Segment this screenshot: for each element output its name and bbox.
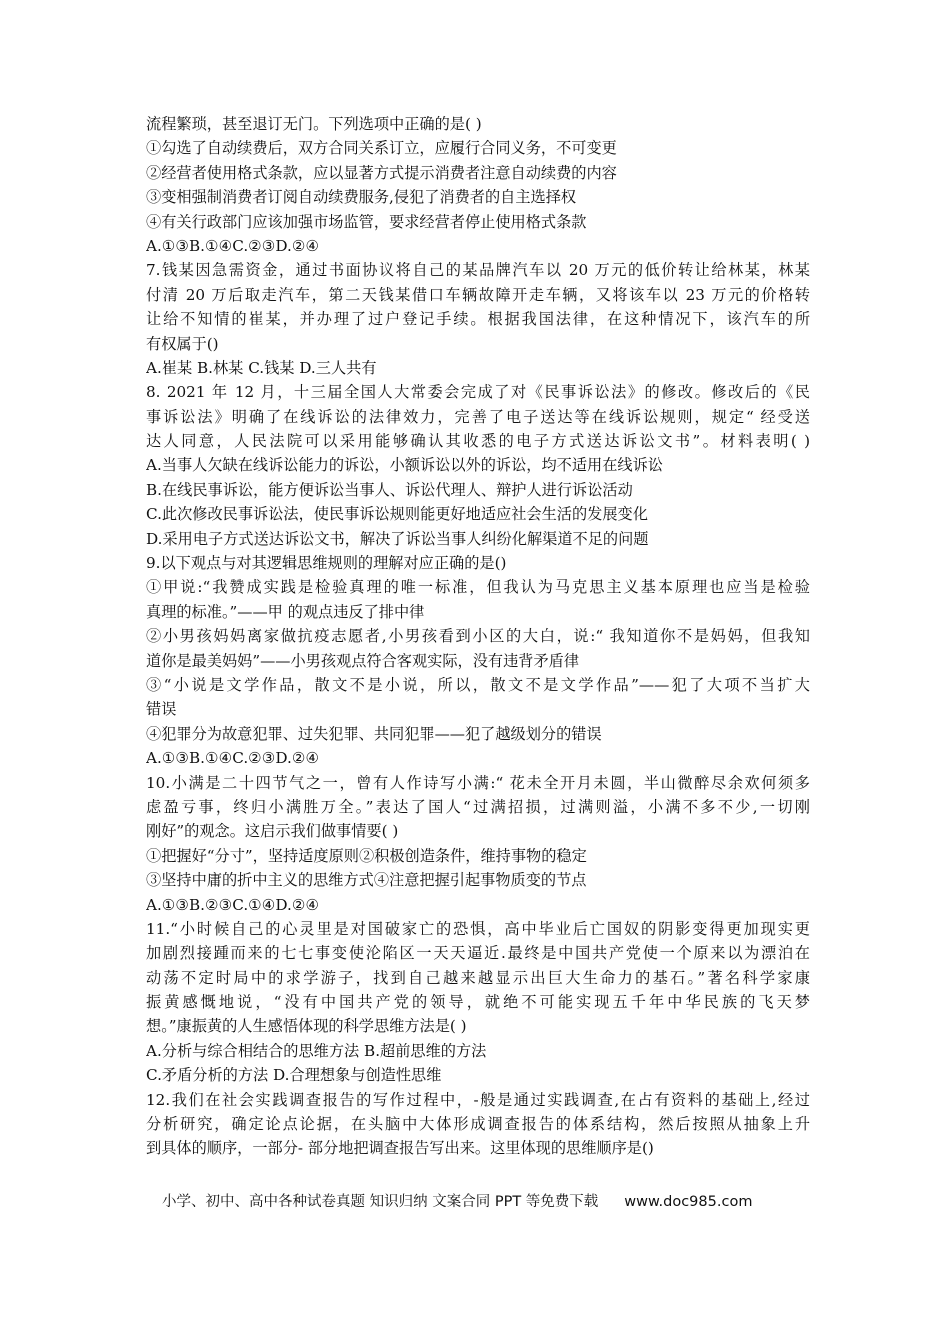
text-line: ①勾选了自动续费后，双方合同关系订立，应履行合同义务，不可变更 xyxy=(146,139,617,158)
text-line: 有权属于() xyxy=(146,334,219,353)
text-line: 10.小满是二十四节气之一，曾有人作诗写小满:“ 花未全开月未圆，半山微醉尽余欢何须多 xyxy=(146,773,810,792)
text-line: 9.以下观点与对其逻辑思维规则的理解对应正确的是() xyxy=(146,554,507,573)
text-line: C.矛盾分析的方法 D.合理想象与创造性思维 xyxy=(146,1066,442,1085)
text-line: 分析研究，确定论点论据，在头脑中大体形成调查报告的体系结构，然后按照从抽象上升 xyxy=(146,1115,810,1134)
text-line: 达人同意，人民法院可以采用能够确认其收悉的电子方式送达诉讼文书”。材料表明( ) xyxy=(146,432,810,451)
text-line: 7.钱某因急需资金，通过书面协议将自己的某品牌汽车以 20 万元的低价转让给林某，林某 xyxy=(146,261,810,280)
text-line: 让给不知情的崔某，并办理了过户登记手续。根据我国法律，在这种情况下，该汽车的所 xyxy=(146,310,810,329)
text-line: 8. 2021 年 12 月，十三届全国人大常委会完成了对《民事诉讼法》的修改。修改后的《民 xyxy=(146,383,810,402)
text-line: ①把握好“分寸”，坚持适度原则②积极创造条件，维持事物的稳定 xyxy=(146,846,587,865)
text-line: ④犯罪分为故意犯罪、过失犯罪、共同犯罪——犯了越级划分的错误 xyxy=(146,724,602,743)
footer-text: 小学、初中、高中各种试卷真题 知识归纳 文案合同 PPT 等免费下载 xyxy=(162,1194,599,1210)
text-line: D.采用电子方式送达诉讼文书，解决了诉讼当事人纠纷化解渠道不足的问题 xyxy=(146,529,649,548)
text-line: A.①③B.②③C.①④D.②④ xyxy=(146,895,320,914)
footer-url[interactable]: www.doc985.com xyxy=(624,1194,753,1210)
text-line: 动荡不定时局中的求学游子，找到自己越来越显示出巨大生命力的基石。”著名科学家康 xyxy=(146,968,810,987)
text-line: A.①③B.①④C.②③D.②④ xyxy=(146,236,320,255)
text-line: 错误 xyxy=(146,700,177,719)
text-line: ③坚持中庸的折中主义的思维方式④注意把握引起事物质变的节点 xyxy=(146,871,587,890)
text-line: 付清 20 万后取走汽车，第二天钱某借口车辆故障开走车辆，又将该车以 23 万元的价格转 xyxy=(146,285,810,304)
text-line: 流程繁琐，甚至退订无门。下列选项中正确的是( ) xyxy=(146,115,482,133)
text-line: C.此次修改民事诉讼法，使民事诉讼规则能更好地适应社会生活的发展变化 xyxy=(146,505,648,524)
text-line: B.在线民事诉讼，能方便诉讼当事人、诉讼代理人、辩护人进行诉讼活动 xyxy=(146,480,633,499)
text-line: 振黄感慨地说，“没有中国共产党的领导，就绝不可能实现五千年中华民族的飞天梦 xyxy=(146,993,810,1012)
text-line: ②小男孩妈妈离家做抗疫志愿者,小男孩看到小区的大白，说:“ 我知道你不是妈妈，但我知 xyxy=(146,627,810,646)
text-line: 真理的标准。”——甲 的观点违反了排中律 xyxy=(146,602,425,621)
text-line: A.当事人欠缺在线诉讼能力的诉讼，小额诉讼以外的诉讼，均不适用在线诉讼 xyxy=(146,456,663,475)
text-line: A.①③B.①④C.②③D.②④ xyxy=(146,749,320,768)
text-line: 道你是最美妈妈”——小男孩观点符合客观实际，没有违背矛盾律 xyxy=(146,651,580,670)
text-line: ③“小说是文学作品，散文不是小说，所以，散文不是文学作品”——犯了大项不当扩大 xyxy=(146,675,810,694)
text-line: ②经营者使用格式条款，应以显著方式提示消费者注意自动续费的内容 xyxy=(146,163,617,182)
text-line: ③变相强制消费者订阅自动续费服务,侵犯了消费者的自主选择权 xyxy=(146,188,577,207)
text-line: 到具体的顺序，一部分- 部分地把调查报告写出来。这里体现的思维顺序是() xyxy=(146,1139,654,1158)
text-line: A.崔某 B.林某 C.钱某 D.三人共有 xyxy=(146,358,377,377)
text-line: A.分析与综合相结合的思维方法 B.超前思维的方法 xyxy=(146,1041,487,1060)
page-footer xyxy=(162,1190,752,1211)
text-line: 12.我们在社会实践调查报告的写作过程中，-般是通过实践调查,在占有资料的基础上,经过 xyxy=(146,1090,810,1109)
text-line: 刚好”的观念。这启示我们做事情要( ) xyxy=(146,822,399,841)
text-line: 想。”康振黄的人生感悟体现的科学思维方法是( ) xyxy=(146,1017,467,1036)
text-line: 11.“小时候自己的心灵里是对国破家亡的恐惧，高中毕业后亡国奴的阴影变得更加现实更 xyxy=(146,919,810,938)
text-line: 虑盈亏事，终归小满胜万全。”表达了国人“过满招损，过满则溢，小满不多不少,一切刚 xyxy=(146,797,810,816)
text-line: 事诉讼法》明确了在线诉讼的法律效力，完善了电子送达等在线诉讼规则，规定“ 经受送 xyxy=(146,407,810,426)
text-line: 加剧烈接踵而来的七七事变使沦陷区一天天逼近.最终是中国共产党使一个原来以为漂泊在 xyxy=(146,944,810,963)
document-body xyxy=(146,112,810,1161)
text-line: ①甲说:“我赞成实践是检验真理的唯一标准，但我认为马克思主义基本原理也应当是检验 xyxy=(146,578,810,597)
text-line: ④有关行政部门应该加强市场监管，要求经营者停止使用格式条款 xyxy=(146,212,587,231)
